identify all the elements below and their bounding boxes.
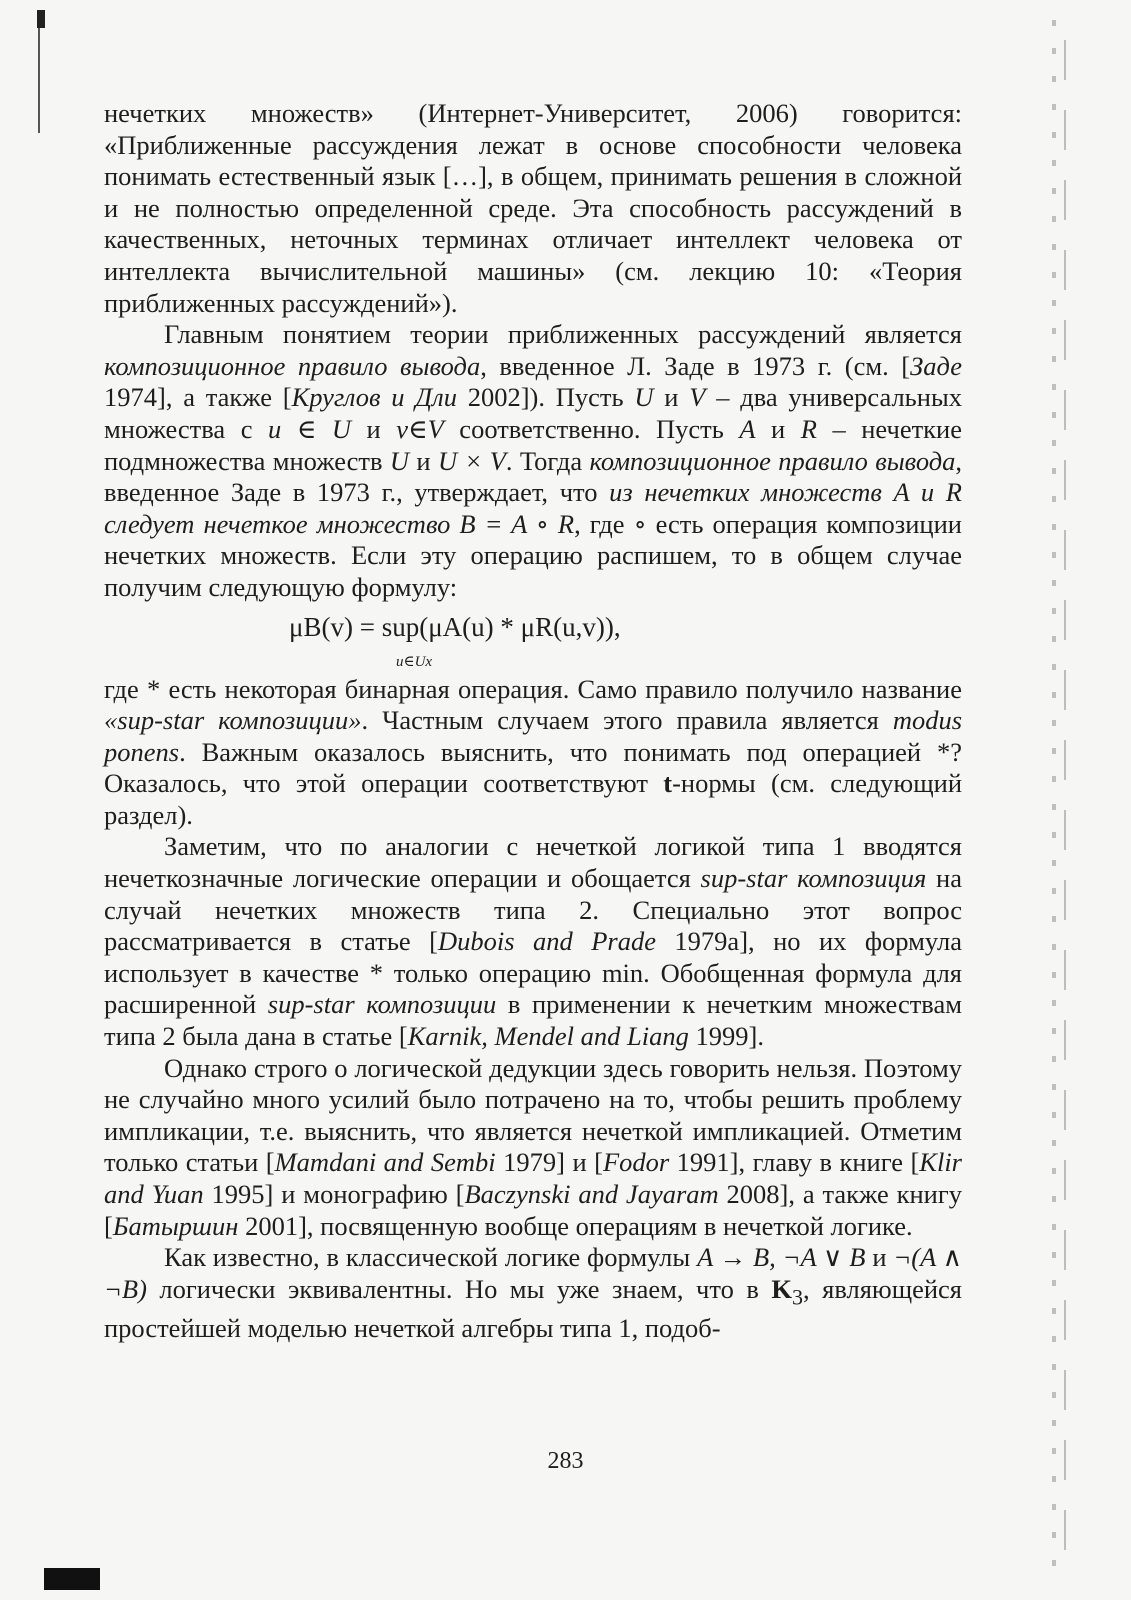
text: Заметим, что по аналогии с нечеткой логикой типа 1 вводятся нечеткозначные логические операции и обощается	[104, 831, 962, 894]
math: U × V	[437, 445, 506, 476]
term: из нечетких множеств A и R следует нечеткое множество B = A ∘ R	[104, 477, 962, 539]
text: где * есть некоторая бинарная операция. Само правило получило название	[104, 673, 962, 704]
text: и	[653, 382, 690, 413]
text: Как известно, в классической логике формулы	[164, 1242, 698, 1273]
math: u ∈ U	[267, 413, 352, 444]
math: U	[634, 382, 654, 413]
text: 2008], а также книгу [	[104, 1179, 962, 1241]
math: ¬(A ∧ ¬B)	[104, 1242, 963, 1304]
text: – два универсальных множества с	[104, 382, 962, 444]
math: t	[663, 768, 673, 799]
text: 1991], главу в книге [	[669, 1147, 920, 1178]
citation-author: Заде	[910, 350, 962, 381]
paragraph	[104, 674, 962, 832]
citation-author: Круглов и Дли	[291, 382, 457, 413]
page-number: 283	[547, 1448, 584, 1474]
formula	[104, 612, 962, 674]
scan-edge-dots	[1052, 20, 1056, 1580]
text: 1974], а также [	[104, 382, 292, 413]
citation-author: Mamdani and Sembi	[274, 1147, 496, 1178]
text: , являющейся простейшей моделью нечеткой алгебры типа 1, подоб-	[104, 1273, 962, 1343]
scan-edge-line	[38, 28, 40, 133]
text: 1979] и [	[495, 1147, 603, 1178]
text: соответственно. Пусть	[443, 413, 740, 444]
citation-author: Karnik, Mendel and Liang	[407, 1021, 689, 1052]
text: -нормы (см. следующий раздел).	[104, 768, 962, 830]
scan-edge-line-right	[1064, 40, 1066, 1580]
text: 1995] и монографию [	[203, 1179, 465, 1209]
citation-author: Dubois and Prade	[437, 926, 656, 957]
text: на случай нечетких множеств типа 2. Специально этот вопрос рассматривается в статье [	[104, 863, 962, 957]
text: 2002]). Пусть	[456, 382, 635, 413]
term: композиционное правило вывода	[589, 445, 956, 476]
citation-author: Fodor	[602, 1147, 670, 1178]
text: 1999].	[688, 1021, 764, 1052]
math: V	[689, 382, 706, 413]
term: sup-star композиция	[700, 863, 927, 894]
page-body	[104, 98, 962, 1344]
paragraph	[104, 98, 962, 319]
text: 2001], посвященную вообще операциям в нечеткой логике.	[238, 1210, 913, 1241]
text: , где ∘ есть операция композиции нечетких множеств. Если эту операцию распишем, то в общем случае получим следующую формулу:	[104, 508, 962, 602]
math: A	[739, 413, 756, 444]
text: в применении к нечетким множествам типа 2 была дана в статье [	[104, 989, 962, 1052]
citation-author: Baczynski and Jayaram	[464, 1179, 719, 1209]
math: v∈V	[396, 413, 444, 444]
paragraph	[104, 831, 962, 1052]
paragraph	[104, 319, 962, 603]
text: и	[755, 413, 801, 444]
paragraph	[104, 1242, 962, 1344]
text: логически эквивалентны. Но мы уже знаем, что в	[146, 1273, 772, 1304]
text: . Тогда	[505, 445, 590, 476]
math: U	[389, 445, 410, 476]
formula-subscript: u∈Ux	[396, 653, 433, 670]
paragraph	[104, 1053, 962, 1243]
text: и	[351, 413, 397, 444]
text: 1979a], но их формула использует в качестве * только операцию min. Обобщенная формула для расширенной	[104, 926, 962, 1020]
text: . Частным случаем этого правила является	[361, 705, 893, 736]
text: Однако строго о логической дедукции здесь говорить нельзя. Поэтому не случайно много усилий было потрачено на то, чтобы решить проблему импликации, т.е. выяснить, что является нечеткой импликацией. Отметим только статьи [	[104, 1052, 962, 1178]
scan-mark	[44, 1568, 100, 1590]
text: Главным понятием теории приближенных рассуждений является	[164, 319, 962, 350]
text: и	[865, 1242, 894, 1273]
text: . Важным оказалось выяснить, что понимать под операцией *? Оказалось, что этой операции соответствуют	[104, 736, 962, 799]
text: нечетких множеств» (Интернет-Университет, 2006) говорится: «Приближенные рассуждения лежат в основе способности человека понимать естественный язык […], в общем, принимать решения в сложной и не полностью определенной среде. Эта способность рассуждений в качественных, неточных терминах отличает интеллект человека от интеллекта вычислительной машины» (см. лекцию 10: «Теория приближенных рассуждений»).	[104, 98, 962, 318]
text: – нечеткие подмножества множеств	[104, 413, 962, 476]
term: «sup-star композиции»	[104, 705, 362, 736]
scan-mark	[37, 10, 45, 28]
math: R	[800, 413, 817, 444]
text: и	[409, 445, 438, 476]
term: композиционное правило вывода	[104, 350, 481, 381]
citation-author: Klir and Yuan	[104, 1147, 962, 1209]
math: A → B, ¬A ∨ B	[697, 1242, 866, 1273]
math: K	[771, 1273, 792, 1304]
math-subscript: 3	[791, 1284, 804, 1310]
term: sup-star композиции	[267, 989, 497, 1020]
text: , введенное Заде в 1973 г., утверждает, что	[104, 445, 963, 508]
formula-main: μB(v) = sup(μA(u) * μR(u,v)),	[289, 611, 621, 642]
citation-author: Батыршин	[112, 1210, 239, 1241]
text: , введенное Л. Заде в 1973 г. (см. [	[480, 350, 911, 381]
term: modus ponens	[104, 705, 963, 767]
